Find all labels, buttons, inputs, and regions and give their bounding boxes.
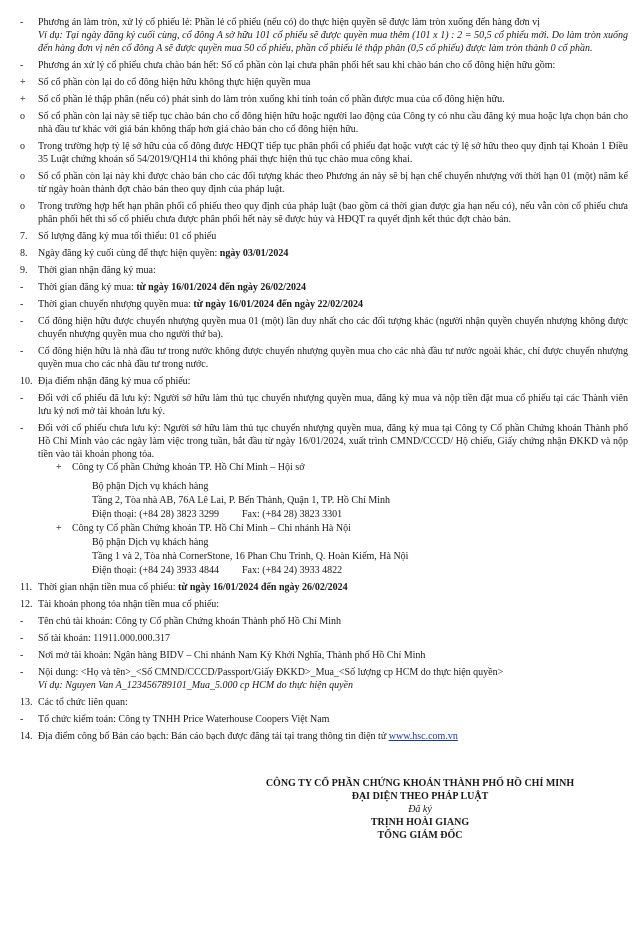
dash-bullet: - bbox=[20, 17, 24, 28]
item-12 bbox=[20, 598, 628, 611]
payment-period: từ ngày 16/01/2024 đến ngày 26/02/2024 bbox=[177, 582, 348, 593]
rounding-text: Phương án làm tròn, xử lý cổ phiếu lẻ: Phần lẻ cổ phiếu (nếu có) do thực hiện quyền sẽ được làm tròn xuống đến hàng đơn vị bbox=[38, 17, 540, 28]
office-hn-contact bbox=[92, 564, 628, 577]
plus-bullet: + bbox=[56, 523, 62, 534]
item-9a bbox=[20, 281, 628, 294]
unsold-plus-2 bbox=[20, 93, 628, 106]
unsold-o-1 bbox=[20, 110, 628, 136]
item-9b bbox=[20, 298, 628, 311]
dash-bullet: - bbox=[20, 714, 24, 725]
item-8-label: Ngày đăng ký cuối cùng để thực hiện quyền: bbox=[38, 248, 220, 259]
dash-bullet: - bbox=[20, 282, 24, 293]
registration-label: Thời gian đăng ký mua: bbox=[38, 282, 137, 293]
office-hcm bbox=[56, 461, 628, 474]
item-13a bbox=[20, 713, 628, 726]
document-page bbox=[20, 0, 628, 842]
signatory-title: TỔNG GIÁM ĐỐC bbox=[377, 830, 463, 841]
account-bank: Nơi mở tài khoản: Ngân hàng BIDV – Chi nhánh Nam Kỳ Khởi Nghĩa, Thành phố Hồ Chí Minh bbox=[38, 650, 426, 661]
item-9-text: Thời gian nhận đăng ký mua: bbox=[38, 265, 156, 276]
item-10b-text: Đối với cổ phiếu chưa lưu ký: Người sở hữu làm thủ tục chuyển nhượng quyền mua, đăng ký mua tại Công ty Cổ phần Chứng khoán Thành phố Hồ Chí Minh vào các ngày làm việc trong tuần, bắt đầu từ ngày 16/01/2024, xuất trình CMND/CCCD/ Hộ chiếu, Giấy chứng nhận ĐKKD và nộp tiền vào tài khoản phong tỏa. bbox=[38, 423, 628, 460]
prospectus-label: Địa điểm công bố Bản cáo bạch: Bản cáo bạch được đăng tải tại trang thông tin điện tử bbox=[38, 731, 389, 742]
item-10a bbox=[20, 392, 628, 418]
item-7 bbox=[20, 230, 628, 243]
signature-signed-note: Đã ký bbox=[408, 804, 432, 815]
unsold-text: Phương án xử lý cổ phiếu chưa chào bán hết: Số cổ phần còn lại chưa phân phối hết sau khi chào bán cho cổ đông hiện hữu gồm: bbox=[38, 60, 556, 71]
website-link[interactable]: www.hsc.com.vn bbox=[388, 731, 458, 742]
transfer-content-example: Ví dụ: Nguyen Van A_123456789101_Mua_5.000 cp HCM do thực hiện quyền bbox=[38, 680, 353, 691]
unsold-o-3 bbox=[20, 170, 628, 196]
signature-block bbox=[230, 777, 610, 842]
item-8 bbox=[20, 247, 628, 260]
dash-bullet: - bbox=[20, 346, 24, 357]
office-hcm-contact bbox=[92, 508, 628, 521]
item-10b bbox=[20, 422, 628, 461]
item-10a-text: Đối với cổ phiếu đã lưu ký: Người sở hữu làm thủ tục chuyển nhượng quyền mua, đăng ký mua và nộp tiền đặt mua cổ phiếu tại các Thành viên lưu ký nơi mở tài khoản lưu ký. bbox=[38, 393, 628, 417]
item-number: 8. bbox=[20, 248, 28, 259]
office-hn-dept: Bộ phận Dịch vụ khách hàng bbox=[92, 537, 209, 548]
unsold-o-4-text: Trong trường hợp hết hạn phân phối cổ phiếu theo quy định của pháp luật (bao gồm cả thời gian được gia hạn nếu có), nếu vẫn còn cổ phiếu chưa phân phối hết thì số cổ phiếu chưa được phân phối hết này sẽ được hủy và HĐQT ra quyết định kết thúc đợt chào bán. bbox=[38, 201, 628, 225]
circle-bullet: o bbox=[20, 171, 25, 182]
unsold-plus-1-text: Số cổ phần còn lại do cổ đông hiện hữu không thực hiện quyền mua bbox=[38, 77, 311, 88]
item-12d bbox=[20, 666, 628, 692]
office-hcm-name: Công ty Cổ phần Chứng khoán TP. Hồ Chí Minh – Hội sở bbox=[72, 462, 305, 473]
rounding-example: Ví dụ: Tại ngày đăng ký cuối cùng, cổ đông A sở hữu 101 cổ phiếu sẽ được quyền mua thêm (101 x 1) : 2 = 50,5 cổ phiếu mới. Do làm tròn xuống đến hàng đơn vị nên cổ đông A sẽ được quyền mua 50 cổ phiếu, phần cổ phiếu lẻ thập phân (0,5 cổ phiếu) được làm tròn thành 0 cổ phần. bbox=[38, 30, 628, 54]
signature-representative: ĐẠI DIỆN THEO PHÁP LUẬT bbox=[351, 791, 489, 802]
item-9d-text: Cổ đông hiện hữu là nhà đầu tư trong nước không được chuyển nhượng quyền mua cho các nhà đầu tư nước ngoài khác, chỉ được chuyển nhượng quyền mua cho các nhà đầu tư trong nước. bbox=[38, 346, 628, 370]
item-number: 13. bbox=[20, 697, 33, 708]
payment-label: Thời gian nhận tiền mua cổ phiếu: bbox=[38, 582, 178, 593]
circle-bullet: o bbox=[20, 201, 25, 212]
record-date: ngày 03/01/2024 bbox=[219, 248, 289, 259]
dash-bullet: - bbox=[20, 60, 24, 71]
item-10-text: Địa điểm nhận đăng ký mua cổ phiếu: bbox=[38, 376, 191, 387]
item-12c bbox=[20, 649, 628, 662]
office-hcm-fax: Fax: (+84 28) 3823 3301 bbox=[242, 509, 343, 520]
dash-bullet: - bbox=[20, 633, 24, 644]
item-12-text: Tài khoản phong tỏa nhận tiền mua cổ phiếu: bbox=[38, 599, 220, 610]
item-12b bbox=[20, 632, 628, 645]
unsold-o-3-text: Số cổ phần còn lại này khi được chào bán cho các đối tượng khác theo Phương án này sẽ bị hạn chế chuyển nhượng với thời hạn 01 (một) năm kể từ ngày hoàn thành đợt chào bán theo quy định của pháp luật. bbox=[38, 171, 628, 195]
item-number: 10. bbox=[20, 376, 33, 387]
plus-bullet: + bbox=[20, 77, 26, 88]
item-14 bbox=[20, 730, 628, 743]
item-10 bbox=[20, 375, 628, 388]
item-9d bbox=[20, 345, 628, 371]
rounding-item bbox=[20, 16, 628, 55]
circle-bullet: o bbox=[20, 141, 25, 152]
item-9c-text: Cổ đông hiện hữu được chuyển nhượng quyền mua 01 (một) lần duy nhất cho các đối tượng khác (người nhận quyền chuyển nhượng không được chuyển nhượng quyền mua cho người thứ ba). bbox=[38, 316, 628, 340]
item-13 bbox=[20, 696, 628, 709]
item-12a bbox=[20, 615, 628, 628]
transfer-label: Thời gian chuyển nhượng quyền mua: bbox=[38, 299, 194, 310]
office-hcm-address: Tầng 2, Tòa nhà AB, 76A Lê Lai, P. Bến Thành, Quận 1, TP. Hồ Chí Minh bbox=[92, 495, 391, 506]
office-hn-address: Tầng 1 và 2, Tòa nhà CornerStone, 16 Phan Chu Trinh, Q. Hoàn Kiếm, Hà Nội bbox=[92, 551, 409, 562]
unsold-o-1-text: Số cổ phần còn lại này sẽ tiếp tục chào bán cho cổ đông hiện hữu hoặc người lao động của Công ty có nhu cầu đăng ký mua hoặc lựa chọn bán cho nhà đầu tư khác với giá bán không thấp hơn giá chào bán cho cổ đông hiện hữu. bbox=[38, 111, 628, 135]
plus-bullet: + bbox=[20, 94, 26, 105]
dash-bullet: - bbox=[20, 393, 24, 404]
circle-bullet: o bbox=[20, 111, 25, 122]
transfer-period: từ ngày 16/01/2024 đến ngày 22/02/2024 bbox=[193, 299, 364, 310]
office-hn bbox=[56, 522, 628, 535]
signatory-name: TRỊNH HOÀI GIANG bbox=[370, 817, 470, 828]
item-9c bbox=[20, 315, 628, 341]
office-hcm-phone: Điện thoại: (+84 28) 3823 3299 bbox=[92, 509, 220, 520]
office-hn-fax: Fax: (+84 24) 3933 4822 bbox=[242, 565, 343, 576]
account-holder: Tên chủ tài khoản: Công ty Cổ phần Chứng khoán Thành phố Hồ Chí Minh bbox=[38, 616, 341, 627]
transfer-content: Nội dung: <Họ và tên>_<Số CMND/CCCD/Passport/Giấy ĐKKD>_Mua_<Số lượng cp HCM do thực hiện quyền> bbox=[38, 667, 504, 678]
plus-bullet: + bbox=[56, 462, 62, 473]
dash-bullet: - bbox=[20, 316, 24, 327]
dash-bullet: - bbox=[20, 423, 24, 434]
unsold-plus-2-text: Số cổ phần lẻ thập phân (nếu có) phát sinh do làm tròn xuống khi tính toán cổ phần được mua của cổ đông hiện hữu. bbox=[38, 94, 505, 105]
item-number: 9. bbox=[20, 265, 28, 276]
unsold-o-2-text: Trong trường hợp tỷ lệ sở hữu của cổ đông được HĐQT tiếp tục phân phối cổ phiếu đạt hoặc vượt các tỷ lệ sở hữu theo quy định tại Khoản 1 Điều 35 Luật chứng khoán số 54/2019/QH14 thì không phải thực hiện thủ tục chào mua công khai. bbox=[38, 141, 628, 165]
item-7-text: Số lượng đăng ký mua tối thiểu: 01 cổ phiếu bbox=[38, 231, 217, 242]
unsold-plus-1 bbox=[20, 76, 628, 89]
dash-bullet: - bbox=[20, 650, 24, 661]
auditor: Tổ chức kiểm toán: Công ty TNHH Price Waterhouse Coopers Việt Nam bbox=[38, 714, 330, 725]
item-number: 14. bbox=[20, 731, 33, 742]
dash-bullet: - bbox=[20, 616, 24, 627]
office-hn-phone: Điện thoại: (+84 24) 3933 4844 bbox=[92, 565, 220, 576]
item-13-text: Các tổ chức liên quan: bbox=[38, 697, 128, 708]
item-number: 12. bbox=[20, 599, 33, 610]
item-9 bbox=[20, 264, 628, 277]
unsold-o-4 bbox=[20, 200, 628, 226]
account-number: Số tài khoản: 11911.000.000.317 bbox=[38, 633, 171, 644]
item-11 bbox=[20, 581, 628, 594]
office-hn-name: Công ty Cổ phần Chứng khoán TP. Hồ Chí Minh – Chi nhánh Hà Nội bbox=[72, 523, 351, 534]
office-hcm-dept: Bộ phận Dịch vụ khách hàng bbox=[92, 481, 209, 492]
unsold-item bbox=[20, 59, 628, 72]
unsold-o-2 bbox=[20, 140, 628, 166]
dash-bullet: - bbox=[20, 299, 24, 310]
item-number: 11. bbox=[20, 582, 33, 593]
signature-company: CÔNG TY CỔ PHẦN CHỨNG KHOÁN THÀNH PHỐ HỒ CHÍ MINH bbox=[265, 778, 575, 789]
item-number: 7. bbox=[20, 231, 28, 242]
registration-period: từ ngày 16/01/2024 đến ngày 26/02/2024 bbox=[136, 282, 306, 293]
dash-bullet: - bbox=[20, 667, 24, 678]
